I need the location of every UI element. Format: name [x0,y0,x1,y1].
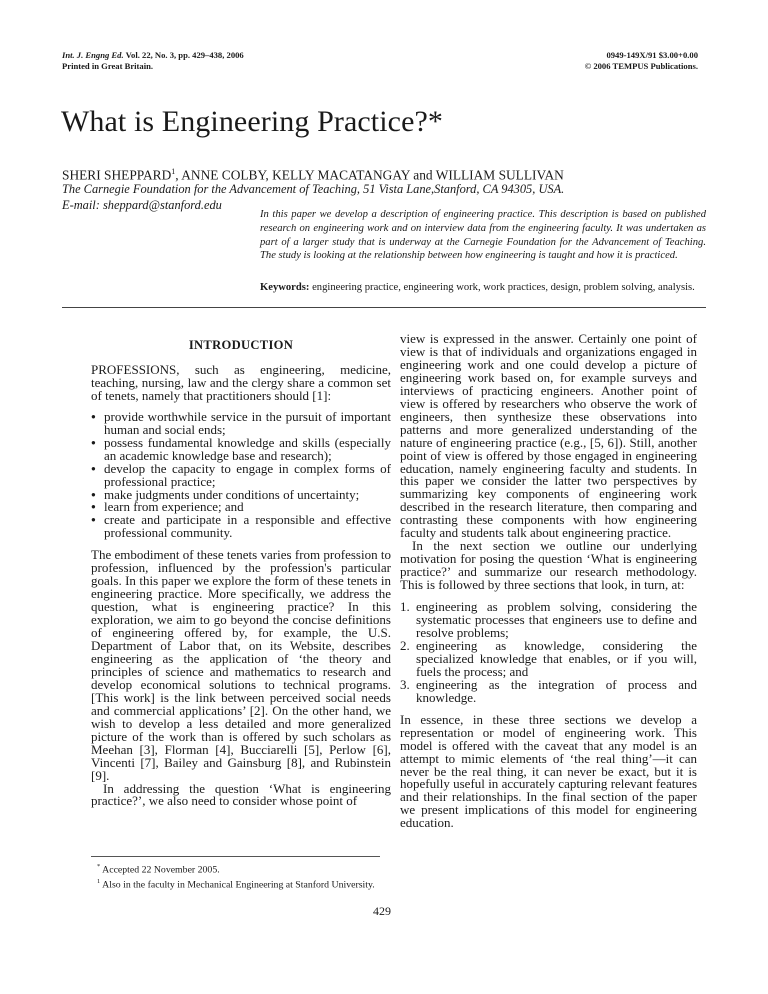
article-title: What is Engineering Practice?* [61,105,444,138]
tenets-list [91,408,391,541]
list-text: engineering as the integration of process and knowledge. [416,676,697,705]
section-heading-introduction: INTRODUCTION [188,338,294,352]
paragraph-next-section: In the next section we outline our underlying motivation for posing the question ‘What is engineering practice?’ and summarize our research methodology. This is followed by three sections that look, in turn, at: [400,538,697,593]
paragraph-addressing-part1: In addressing the question ‘What is engineering practice?’, we also need to consider whose point of [91,780,391,809]
list-text: engineering as knowledge, considering the specialized knowledge that enables, or if you will, fuels the process; and [416,637,697,679]
affiliation: The Carnegie Foundation for the Advancement of Teaching, 51 Vista Lane,Stanford, CA 94305, USA. [62,182,565,196]
paragraph-embodiment: The embodiment of these tenets varies from profession to profession, influenced by the profession's particular goals. In this paper we explore the form of these tenets in engineering practice. More specifically, we address the question, what is engineering practice? In this exploration, we aim to go beyond the concise definitions of engineering offered by, for example, the U.S. Department of Labor that, on its Website, describes engineering as the application of ‘the theory and principles of science and mathematics to research and develop economical solutions to technical programs. [This work] is the link between perceived social needs and commercial applications’ [2]. On the other hand, we wish to develop a less detailed and more generalized picture of the work than is offered by such scholars as Meehan [3], Florman [4], Bucciarelli [5], Perlow [6], Vincenti [7], Bailey and Gainsburg [8], and Rubinstein [9]. [91,547,391,783]
list-item: ● learn from experience; and [91,501,391,514]
running-header-left [62,50,244,72]
list-item [400,676,697,705]
paragraph-essence: In essence, in these three sections we develop a representation or model of engineering work. This model is offered with the caveat that any model is an attempt to mimic elements of ‘the real thing’—it can never be the real thing, it can never be exact, but it is hopefully useful in accurately capturing relevant features and their relationships. In the final section of the paper we present implications of this model for engineering education. [400,711,697,831]
abstract: In this paper we develop a description of engineering practice. This description is based on published research on engineering work and on interview data from the engineering faculty. It was undertaken as part of a larger study that is underway at the Carnegie Foundation for the Advancement of Teaching. The study is looking at the relationship between how engineering is taught and how it is practiced. [260,209,706,262]
journal-abbrev: Int. J. Engng Ed. [62,50,124,60]
intro-paragraph [91,361,391,403]
right-column [400,333,697,830]
list-item: ● develop the capacity to engage in complex forms of professional practice; [91,463,391,489]
list-item: ● make judgments under conditions of uncertainty; [91,489,391,502]
list-number: 2. [400,637,410,653]
running-header-right [585,50,698,72]
author-rest: , ANNE COLBY, KELLY MACATANGAY and WILLIAM SULLIVAN [175,167,564,183]
footnote-mark: * [97,863,101,870]
author-email[interactable]: E-mail: sheppard@stanford.edu [62,198,222,212]
footnote-affiliation [91,876,380,891]
list-text: engineering as problem solving, considering the systematic processes that engineers use to define and resolve problems; [416,599,697,640]
keywords-list: engineering practice, engineering work, work practices, design, problem solving, analysis. [309,282,695,293]
footnote-mark: 1 [97,878,101,886]
keywords-label: Keywords: [260,282,310,293]
list-item: ● create and participate in a responsible and effective professional community. [91,514,391,540]
list-item [400,601,697,640]
author-footnote-mark: 1 [171,167,176,176]
intro-lead: PROFESSIONS [91,361,177,377]
list-number: 1. [400,599,410,615]
sections-list [400,601,697,705]
footnote-text: Accepted 22 November 2005. [100,864,220,876]
printed-in: Printed in Great Britain. [62,61,154,71]
footnote-divider [91,856,380,857]
footnote-text: Also in the faculty in Mechanical Engineering at Stanford University. [100,879,375,891]
journal-info: Vol. 22, No. 3, pp. 429–438, 2006 [123,50,244,60]
intro-text: , such as engineering, medicine, teaching, nursing, law and the clergy share a common set of tenets, namely that practitioners should [1]: [91,361,391,403]
left-column [91,333,391,808]
header-divider [62,307,706,308]
footnote-accepted [91,861,380,876]
paragraph-addressing-part2: view is expressed in the answer. Certainly one point of view is that of individuals and organizations engaged in engineering work and one could develop a picture of engineering work based on, for example surveys and interviews of practicing engineers. Another point of view is offered by researchers who observe the work of engineers, then synthesize these observations into patterns and more generalized understanding of the nature of engineering practice (e.g., [5, 6]). Still, another point of view is offered by those engaged in engineering education, namely engineering faculty and students. In this paper we consider the latter two perspectives by summarizing key components of engineering work described in the research literature, then comparing and contrasting these components with how engineering faculty and students talk about engineering practice. [400,331,697,541]
list-item: ● provide worthwhile service in the pursuit of important human and social ends; [91,411,391,437]
issn-price: 0949-149X/91 $3.00+0.00 [606,50,698,60]
list-item [400,637,697,679]
author-first: SHERI SHEPPARD [62,167,172,183]
footnotes [91,861,380,891]
page-number: 429 [373,904,391,918]
list-number: 3. [400,676,410,692]
keywords [260,281,706,295]
list-item: ● possess fundamental knowledge and skills (especially an academic knowledge base and research); [91,437,391,463]
copyright: © 2006 TEMPUS Publications. [584,61,698,71]
